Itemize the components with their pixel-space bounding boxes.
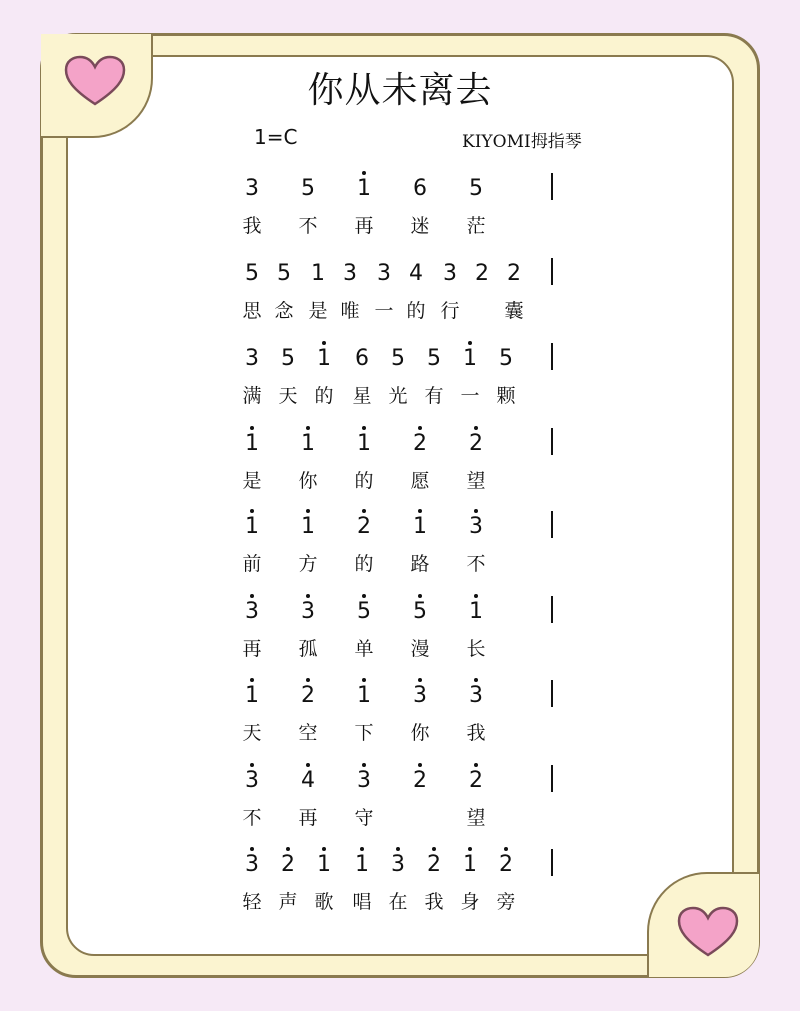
lyric-char: 你 bbox=[410, 722, 430, 744]
note-digit: 2 bbox=[427, 852, 441, 877]
note-digit: 3 bbox=[443, 261, 457, 286]
note-digit: 3 bbox=[245, 852, 259, 877]
lyric-char: 守 bbox=[354, 807, 374, 829]
lyric-char: 的 bbox=[314, 385, 334, 407]
octave-dot bbox=[306, 426, 310, 430]
note-digit: 3 bbox=[245, 768, 259, 793]
lyric-char: 行 bbox=[440, 300, 460, 322]
note-digit: 3 bbox=[245, 346, 259, 371]
note-digit: 1 bbox=[355, 852, 369, 877]
bar-line bbox=[551, 173, 553, 200]
note bbox=[349, 176, 379, 201]
note-digit: 1 bbox=[357, 176, 371, 201]
note-digit: 3 bbox=[343, 261, 357, 286]
lyric-char: 我 bbox=[466, 722, 486, 744]
octave-dot bbox=[306, 509, 310, 513]
lyric-char: 你 bbox=[298, 470, 318, 492]
note bbox=[237, 599, 267, 624]
lyric-char: 路 bbox=[410, 553, 430, 575]
note-digit: 2 bbox=[507, 261, 521, 286]
note bbox=[491, 852, 521, 877]
note bbox=[335, 261, 365, 286]
lyric-char: 空 bbox=[298, 722, 318, 744]
octave-dot bbox=[504, 847, 508, 851]
note bbox=[349, 431, 379, 456]
note-digit: 3 bbox=[357, 768, 371, 793]
note bbox=[237, 514, 267, 539]
octave-dot bbox=[418, 678, 422, 682]
note-digit: 1 bbox=[245, 683, 259, 708]
lyric-char: 声 bbox=[278, 891, 298, 913]
note-digit: 1 bbox=[301, 514, 315, 539]
lyric-char: 不 bbox=[298, 215, 318, 237]
note-digit: 1 bbox=[357, 683, 371, 708]
note bbox=[405, 599, 435, 624]
lyric-char: 星 bbox=[352, 385, 372, 407]
bar-line bbox=[551, 343, 553, 370]
octave-dot bbox=[362, 171, 366, 175]
note-digit: 5 bbox=[391, 346, 405, 371]
note-digit: 4 bbox=[301, 768, 315, 793]
octave-dot bbox=[474, 594, 478, 598]
note bbox=[461, 768, 491, 793]
lyric-char: 的 bbox=[354, 470, 374, 492]
note-digit: 1 bbox=[245, 514, 259, 539]
note bbox=[461, 683, 491, 708]
lyric-char: 方 bbox=[298, 553, 318, 575]
lyric-char: 是 bbox=[242, 470, 262, 492]
lyric-char: 身 bbox=[460, 891, 480, 913]
note-digit: 3 bbox=[245, 599, 259, 624]
note-digit: 1 bbox=[317, 852, 331, 877]
lyric-char: 唯 bbox=[340, 300, 360, 322]
lyric-char: 有 bbox=[424, 385, 444, 407]
note bbox=[499, 261, 529, 286]
lyric-char: 颗 bbox=[496, 385, 516, 407]
bar-line bbox=[551, 765, 553, 792]
octave-dot bbox=[322, 847, 326, 851]
note bbox=[237, 852, 267, 877]
note bbox=[237, 683, 267, 708]
lyric-char: 我 bbox=[424, 891, 444, 913]
octave-dot bbox=[362, 426, 366, 430]
note-digit: 3 bbox=[469, 514, 483, 539]
note bbox=[419, 852, 449, 877]
octave-dot bbox=[396, 847, 400, 851]
note-digit: 2 bbox=[499, 852, 513, 877]
note-digit: 2 bbox=[469, 431, 483, 456]
octave-dot bbox=[474, 426, 478, 430]
note-digit: 6 bbox=[413, 176, 427, 201]
note bbox=[419, 346, 449, 371]
octave-dot bbox=[468, 341, 472, 345]
note bbox=[347, 852, 377, 877]
octave-dot bbox=[250, 426, 254, 430]
note bbox=[461, 599, 491, 624]
note bbox=[349, 768, 379, 793]
lyric-char: 的 bbox=[354, 553, 374, 575]
lyric-char: 唱 bbox=[352, 891, 372, 913]
note-digit: 4 bbox=[409, 261, 423, 286]
lyric-char: 囊 bbox=[504, 300, 524, 322]
note-digit: 1 bbox=[463, 346, 477, 371]
octave-dot bbox=[418, 426, 422, 430]
lyric-char: 长 bbox=[466, 638, 486, 660]
note-digit: 5 bbox=[277, 261, 291, 286]
octave-dot bbox=[250, 594, 254, 598]
note-digit: 3 bbox=[391, 852, 405, 877]
octave-dot bbox=[362, 594, 366, 598]
octave-dot bbox=[360, 847, 364, 851]
note bbox=[455, 346, 485, 371]
lyric-char: 前 bbox=[242, 553, 262, 575]
note-digit: 2 bbox=[357, 514, 371, 539]
lyric-char: 天 bbox=[278, 385, 298, 407]
lyric-char: 迷 bbox=[410, 215, 430, 237]
note bbox=[293, 599, 323, 624]
note bbox=[269, 261, 299, 286]
lyric-char: 光 bbox=[388, 385, 408, 407]
note bbox=[237, 346, 267, 371]
lyric-char: 漫 bbox=[410, 638, 430, 660]
octave-dot bbox=[250, 847, 254, 851]
octave-dot bbox=[250, 763, 254, 767]
lyric-char: 满 bbox=[242, 385, 262, 407]
note-digit: 1 bbox=[413, 514, 427, 539]
octave-dot bbox=[286, 847, 290, 851]
note bbox=[405, 176, 435, 201]
lyric-char: 思 bbox=[242, 300, 262, 322]
octave-dot bbox=[322, 341, 326, 345]
lyric-char: 再 bbox=[298, 807, 318, 829]
note-digit: 3 bbox=[245, 176, 259, 201]
note bbox=[401, 261, 431, 286]
note bbox=[349, 514, 379, 539]
note bbox=[273, 852, 303, 877]
note-digit: 5 bbox=[499, 346, 513, 371]
lyric-char: 在 bbox=[388, 891, 408, 913]
note bbox=[405, 514, 435, 539]
lyric-char: 不 bbox=[466, 553, 486, 575]
note bbox=[435, 261, 465, 286]
heart-icon bbox=[677, 906, 739, 958]
lyric-char: 一 bbox=[460, 385, 480, 407]
note-digit: 2 bbox=[301, 683, 315, 708]
lyric-char: 单 bbox=[354, 638, 374, 660]
octave-dot bbox=[306, 678, 310, 682]
octave-dot bbox=[418, 763, 422, 767]
octave-dot bbox=[362, 509, 366, 513]
octave-dot bbox=[362, 763, 366, 767]
note-digit: 1 bbox=[357, 431, 371, 456]
octave-dot bbox=[306, 763, 310, 767]
bar-line bbox=[551, 680, 553, 707]
bar-line bbox=[551, 428, 553, 455]
credit-label: KIYOMI拇指琴 bbox=[462, 132, 582, 152]
page-title: 你从未离去 bbox=[307, 70, 493, 111]
note-digit: 3 bbox=[301, 599, 315, 624]
octave-dot bbox=[418, 594, 422, 598]
note-digit: 5 bbox=[245, 261, 259, 286]
octave-dot bbox=[474, 509, 478, 513]
note bbox=[491, 346, 521, 371]
note-digit: 3 bbox=[469, 683, 483, 708]
bar-line bbox=[551, 596, 553, 623]
lyric-char: 再 bbox=[242, 638, 262, 660]
note bbox=[237, 261, 267, 286]
note bbox=[461, 176, 491, 201]
note-digit: 2 bbox=[469, 768, 483, 793]
note bbox=[273, 346, 303, 371]
note bbox=[293, 683, 323, 708]
note bbox=[349, 599, 379, 624]
key-signature: 1=C bbox=[254, 125, 298, 149]
note-digit: 6 bbox=[355, 346, 369, 371]
note bbox=[383, 852, 413, 877]
note-digit: 1 bbox=[469, 599, 483, 624]
note-digit: 2 bbox=[281, 852, 295, 877]
lyric-char: 望 bbox=[466, 470, 486, 492]
octave-dot bbox=[250, 678, 254, 682]
note-digit: 5 bbox=[469, 176, 483, 201]
note-digit: 5 bbox=[281, 346, 295, 371]
note bbox=[293, 431, 323, 456]
octave-dot bbox=[474, 763, 478, 767]
note bbox=[383, 346, 413, 371]
octave-dot bbox=[362, 678, 366, 682]
lyric-char: 旁 bbox=[496, 891, 516, 913]
note bbox=[309, 346, 339, 371]
note bbox=[369, 261, 399, 286]
octave-dot bbox=[474, 678, 478, 682]
note-digit: 2 bbox=[413, 768, 427, 793]
lyric-char: 一 bbox=[374, 300, 394, 322]
lyric-char: 是 bbox=[308, 300, 328, 322]
octave-dot bbox=[306, 594, 310, 598]
note-digit: 5 bbox=[427, 346, 441, 371]
note-digit: 1 bbox=[245, 431, 259, 456]
lyric-char: 念 bbox=[274, 300, 294, 322]
note bbox=[349, 683, 379, 708]
note bbox=[467, 261, 497, 286]
lyric-char: 我 bbox=[242, 215, 262, 237]
octave-dot bbox=[468, 847, 472, 851]
note-digit: 1 bbox=[301, 431, 315, 456]
note bbox=[293, 768, 323, 793]
note bbox=[309, 852, 339, 877]
note bbox=[405, 683, 435, 708]
note bbox=[455, 852, 485, 877]
note-digit: 3 bbox=[413, 683, 427, 708]
lyric-char: 茫 bbox=[466, 215, 486, 237]
lyric-char: 不 bbox=[242, 807, 262, 829]
note bbox=[405, 431, 435, 456]
lyric-char: 再 bbox=[354, 215, 374, 237]
note bbox=[347, 346, 377, 371]
note-digit: 5 bbox=[413, 599, 427, 624]
bar-line bbox=[551, 849, 553, 876]
note bbox=[303, 261, 333, 286]
note bbox=[293, 514, 323, 539]
card-paper bbox=[66, 55, 734, 956]
note-digit: 3 bbox=[377, 261, 391, 286]
note-digit: 2 bbox=[475, 261, 489, 286]
lyric-char: 愿 bbox=[410, 470, 430, 492]
lyric-char: 天 bbox=[242, 722, 262, 744]
note-digit: 1 bbox=[317, 346, 331, 371]
lyric-char: 下 bbox=[354, 722, 374, 744]
bar-line bbox=[551, 511, 553, 538]
octave-dot bbox=[418, 509, 422, 513]
lyric-char: 歌 bbox=[314, 891, 334, 913]
octave-dot bbox=[250, 509, 254, 513]
lyric-char: 望 bbox=[466, 807, 486, 829]
note bbox=[461, 514, 491, 539]
lyric-char: 的 bbox=[406, 300, 426, 322]
lyric-char: 轻 bbox=[242, 891, 262, 913]
note bbox=[405, 768, 435, 793]
note-digit: 5 bbox=[301, 176, 315, 201]
note bbox=[237, 431, 267, 456]
lyric-char: 孤 bbox=[298, 638, 318, 660]
note bbox=[461, 431, 491, 456]
bar-line bbox=[551, 258, 553, 285]
note bbox=[237, 768, 267, 793]
note-digit: 5 bbox=[357, 599, 371, 624]
note-digit: 1 bbox=[311, 261, 325, 286]
note-digit: 1 bbox=[463, 852, 477, 877]
note-digit: 2 bbox=[413, 431, 427, 456]
note bbox=[293, 176, 323, 201]
octave-dot bbox=[432, 847, 436, 851]
note bbox=[237, 176, 267, 201]
